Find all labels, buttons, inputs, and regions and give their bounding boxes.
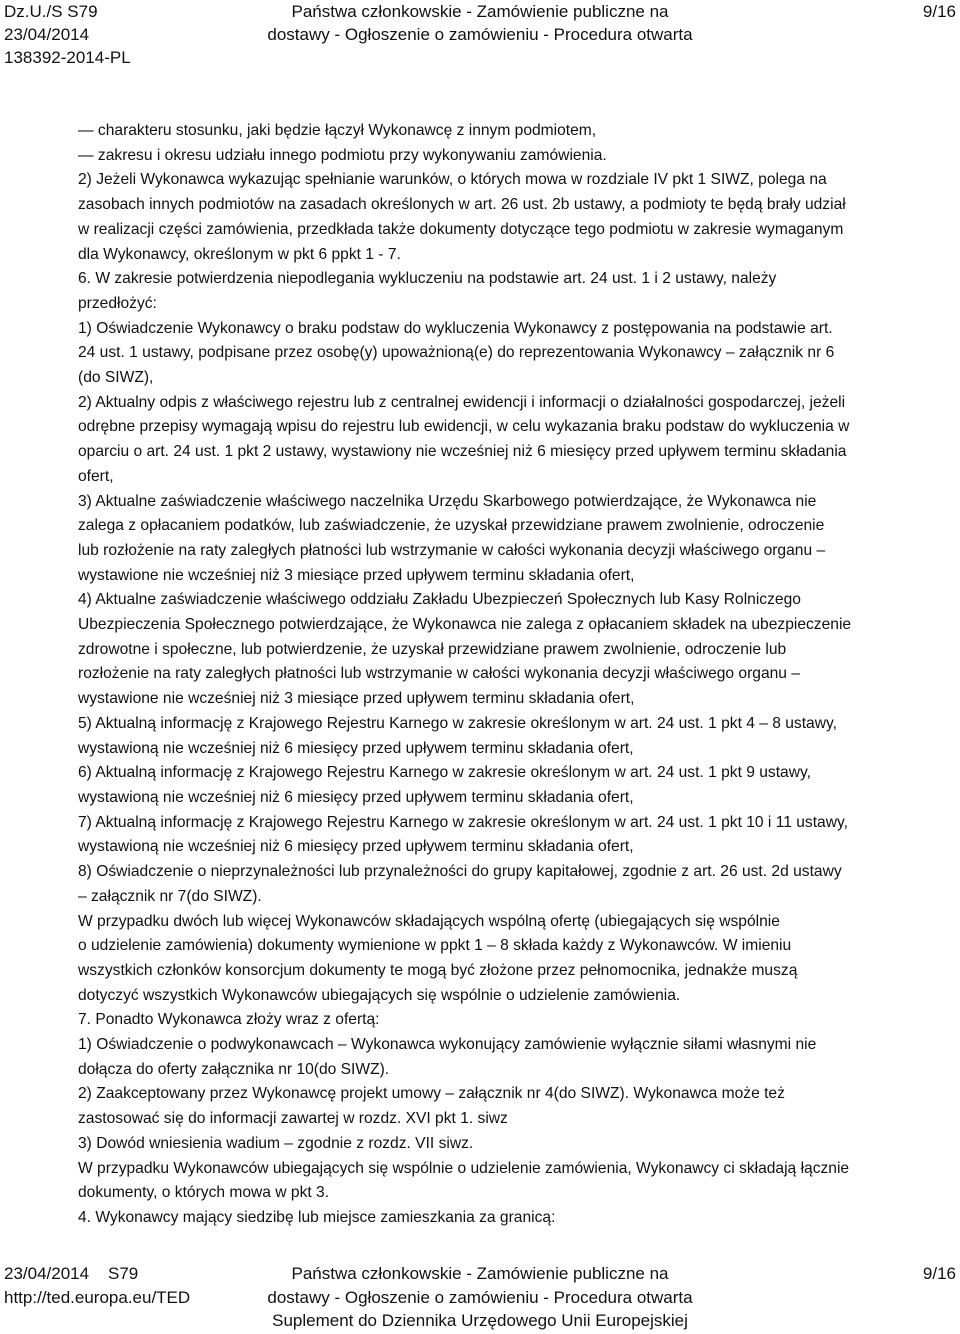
footer-center <box>0 1262 960 1333</box>
header-journal-ref: Dz.U./S S79 <box>4 2 98 21</box>
body-line: oparciu o art. 24 ust. 1 pkt 2 ustawy, wystawiony nie wcześniej niż 6 miesięcy przed upływem terminu składania <box>78 443 847 461</box>
header-date: 23/04/2014 <box>4 25 90 44</box>
body-line: odrębne przepisy wymagają wpisu do rejestru lub ewidencji, w celu wykazania braku podstaw do wykluczenia w <box>78 418 850 436</box>
body-line: w realizacji części zamówienia, przedkłada także dokumenty dotyczące tego podmiotu w zakresie wymaganym <box>78 220 844 238</box>
body-line: Ubezpieczenia Społecznego potwierdzające, że Wykonawca nie zalega z opłacaniem składek na ubezpieczenie <box>78 616 852 634</box>
body-line: – załącznik nr 7(do SIWZ). <box>78 887 262 905</box>
body-line: 1) Oświadczenie o podwykonawcach – Wykonawca wykonujący zamówienie wyłącznie siłami własnymi nie <box>78 1036 817 1054</box>
body-line: dołącza do oferty załącznika nr 10(do SIWZ). <box>78 1060 390 1078</box>
body-line: wystawione nie wcześniej niż 3 miesiące przed upływem terminu składania ofert, <box>78 566 635 584</box>
body-line: 6) Aktualną informację z Krajowego Rejestru Karnego w zakresie określonym w art. 24 ust. 1 pkt 9 ustawy, <box>78 764 811 782</box>
body-line: wystawioną nie wcześniej niż 6 miesięcy przed upływem terminu składania ofert, <box>78 838 634 856</box>
body-line: 2) Jeżeli Wykonawca wykazując spełnianie warunków, o których mowa w rozdziale IV pkt 1 SIWZ, polega na <box>78 171 827 189</box>
body-line: wystawione nie wcześniej niż 3 miesiące przed upływem terminu składania ofert, <box>78 690 635 708</box>
footer-title-line-2: dostawy - Ogłoszenie o zamówieniu - Procedura otwarta <box>267 1287 693 1307</box>
header-notice-id: 138392-2014-PL <box>4 48 131 67</box>
header-title-line-1: Państwa członkowskie - Zamówienie publiczne na <box>291 2 669 21</box>
body-line: zastosować się do informacji zawartej w rozdz. XVI pkt 1. siwz <box>78 1110 508 1128</box>
body-line: — charakteru stosunku, jaki będzie łączył Wykonawcę z innym podmiotem, <box>78 122 597 139</box>
body-line: 5) Aktualną informację z Krajowego Rejestru Karnego w zakresie określonym w art. 24 ust. 1 pkt 4 – 8 ustawy, <box>78 714 837 732</box>
body-line: lub rozłożenie na raty zaległych płatności lub wstrzymanie w całości wykonania decyzji właściwego organu – <box>78 541 826 559</box>
body-line: 2) Zaakceptowany przez Wykonawcę projekt umowy – załącznik nr 4(do SIWZ). Wykonawca może też <box>78 1085 785 1103</box>
footer-ted-link[interactable]: http://ted.europa.eu/TED <box>4 1287 191 1307</box>
footer-date-issue: 23/04/2014 S79 <box>4 1264 139 1283</box>
body-line: ofert, <box>78 467 114 485</box>
body-line: 4. Wykonawcy mający siedzibę lub miejsce zamieszkania za granicą: <box>78 1208 556 1226</box>
body-line: W przypadku dwóch lub więcej Wykonawców składających wspólną ofertę (ubiegających się wspólnie <box>78 912 780 930</box>
body-line: 1) Oświadczenie Wykonawcy o braku podstaw do wykluczenia Wykonawcy z postępowania na podstawie art. <box>78 319 833 337</box>
body-line: dla Wykonawcy, określonym w pkt 6 ppkt 1 - 7. <box>78 245 401 263</box>
body-line: 3) Aktualne zaświadczenie właściwego naczelnika Urzędu Skarbowego potwierdzające, że Wykonawca nie <box>78 492 817 510</box>
footer-supplement: Suplement do Dziennika Urzędowego Unii Europejskiej <box>272 1311 688 1330</box>
body-line: (do SIWZ), <box>78 369 154 387</box>
footer-title-line-1: Państwa członkowskie - Zamówienie publiczne na <box>291 1264 669 1283</box>
body-line: zalega z opłacaniem podatków, lub zaświadczenie, że uzyskał przewidziane prawem zwolnienie, odroczenie <box>78 517 825 535</box>
document-body <box>78 119 956 1231</box>
body-line: dotyczyć wszystkich Wykonawców ubiegających się wspólnie o udzielenie zamówienia. <box>78 986 681 1004</box>
page-header <box>0 0 960 72</box>
header-center <box>0 0 960 46</box>
body-line: o udzielenie zamówienia) dokumenty wymienione w ppkt 1 – 8 składa każdy z Wykonawców. W imieniu <box>78 937 792 955</box>
body-line: rozłożenie na raty zaległych płatności lub wstrzymanie w całości wykonania decyzji właściwego organu – <box>78 665 800 683</box>
body-line: 7) Aktualną informację z Krajowego Rejestru Karnego w zakresie określonym w art. 24 ust. 1 pkt 10 i 11 ustawy, <box>78 813 848 831</box>
body-line: 4) Aktualne zaświadczenie właściwego oddziału Zakładu Ubezpieczeń Społecznych lub Kasy Rolniczego <box>78 591 801 609</box>
header-page-number: 9/16 <box>922 2 956 21</box>
body-line: 3) Dowód wniesienia wadium – zgodnie z rozdz. VII siwz. <box>78 1134 474 1152</box>
body-line: 7. Ponadto Wykonawca złoży wraz z ofertą: <box>78 1011 380 1029</box>
page-footer <box>0 1262 960 1334</box>
footer-page-number: 9/16 <box>922 1264 956 1283</box>
body-line: wszystkich członków konsorcjum dokumenty te mogą być złożone przez pełnomocnika, jednakże muszą <box>78 961 798 979</box>
body-line: 8) Oświadczenie o nieprzynależności lub przynależności do grupy kapitałowej, zgodnie z art. 26 ust. 2d ustawy <box>78 863 842 881</box>
body-line: dokumenty, o których mowa w pkt 3. <box>78 1184 330 1202</box>
header-title-line-2: dostawy - Ogłoszenie o zamówieniu - Procedura otwarta <box>267 25 693 44</box>
body-line: wystawioną nie wcześniej niż 6 miesięcy przed upływem terminu składania ofert, <box>78 739 634 757</box>
body-line: wystawioną nie wcześniej niż 6 miesięcy przed upływem terminu składania ofert, <box>78 788 634 806</box>
body-line: 24 ust. 1 ustawy, podpisane przez osobę(y) upoważnioną(e) do reprezentowania Wykonawcy – załącznik nr 6 <box>78 344 835 362</box>
body-line: — zakresu i okresu udziału innego podmiotu przy wykonywaniu zamówienia. <box>78 146 607 164</box>
body-line: zdrowotne i społeczne, lub potwierdzenie, że uzyskał przewidziane prawem zwolnienie, odroczenie lub <box>78 640 787 658</box>
body-line: przedłożyć: <box>78 294 157 312</box>
body-line: 6. W zakresie potwierdzenia niepodlegania wykluczeniu na podstawie art. 24 ust. 1 i 2 ustawy, należy <box>78 270 777 288</box>
body-line: 2) Aktualny odpis z właściwego rejestru lub z centralnej ewidencji i informacji o działalności gospodarczej, jeżeli <box>78 393 846 411</box>
body-line: zasobach innych podmiotów na zasadach określonych w art. 26 ust. 2b ustawy, a podmioty te będą brały udział <box>78 196 846 214</box>
body-line: W przypadku Wykonawców ubiegających się wspólnie o udzielenie zamówienia, Wykonawcy ci składają łącznie <box>78 1159 850 1177</box>
